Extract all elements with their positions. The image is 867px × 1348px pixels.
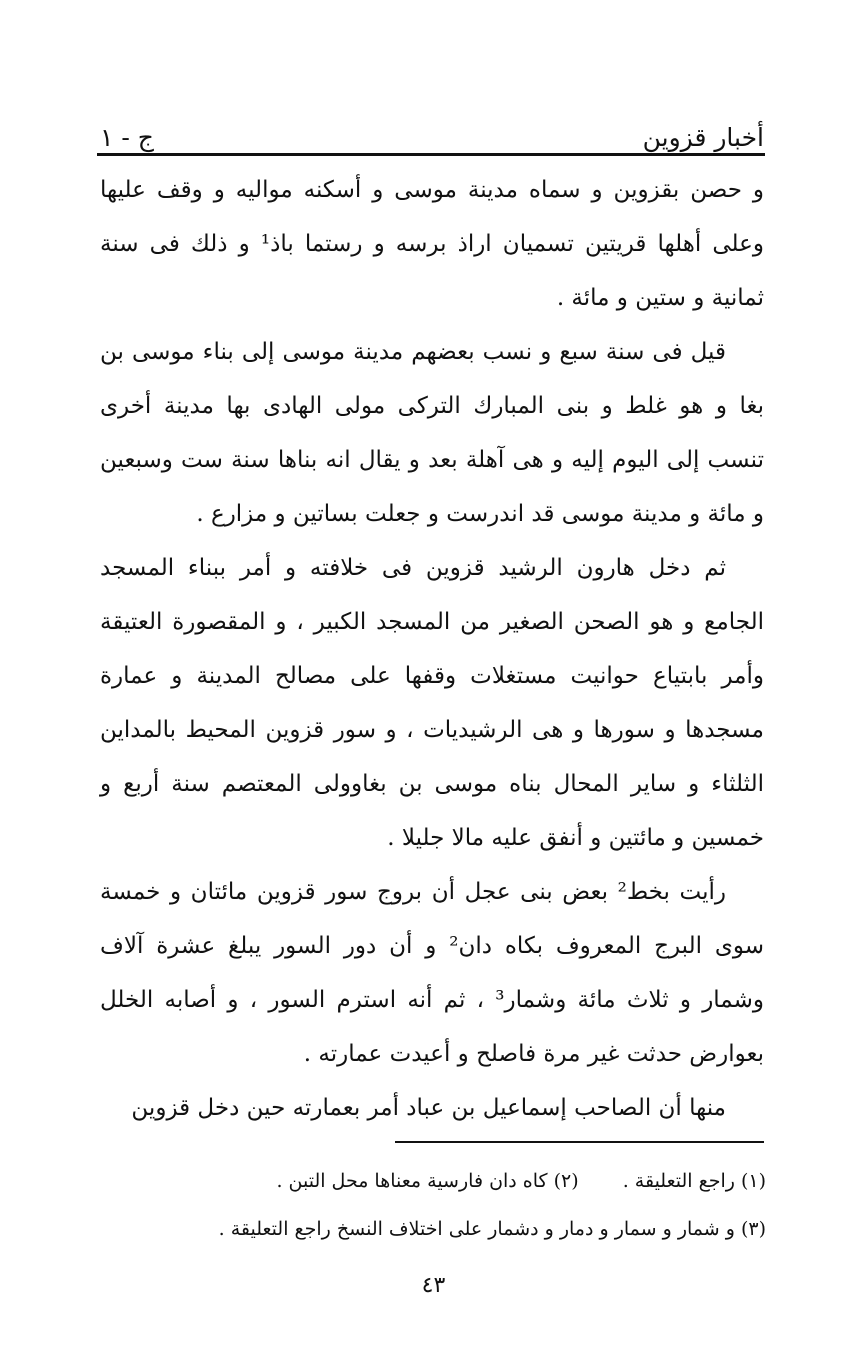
volume-label: ج - ١ [100, 123, 154, 152]
footnote-3: (٣) و شمار و سمار و دمار و دشمار على اختلاف النسخ راجع التعليقة . [218, 1218, 766, 1240]
footnotes [160, 1157, 766, 1253]
book-title: أخبار قزوين [642, 123, 764, 152]
paragraph: رأيت بخط² بعض بنى عجل أن بروج سور قزوين مائتان و خمسة سوى البرج المعروف بكاه دان² و أن دور السور يبلغ عشرة آلاف وشمار و ثلاث مائة وشمار³ ، ثم أنه استرم السور ، و أصابه الخلل بعوارض حدثت غير مرة فاصلح و أعيدت عمارته . [100, 879, 764, 1067]
footnote-1: (١) راجع التعليقة . [622, 1170, 766, 1192]
paragraph: قيل فى سنة سبع و نسب بعضهم مدينة موسى إلى بناء موسى بن بغا و هو غلط و بنى المبارك التركى مولى الهادى بها مدينة أخرى تنسب إلى اليوم إليه و هى آهلة بعد و يقال انه بناها سنة ست وسبعين و مائة و مدينة موسى قد اندرست و جعلت بساتين و مزارع . [100, 339, 764, 527]
footnote-2: (٢) كاه دان فارسية معناها محل التبن . [276, 1170, 579, 1192]
page-number: ٤٣ [421, 1273, 446, 1298]
footnote-rule [395, 1141, 764, 1143]
header-rule [97, 153, 765, 156]
running-head [100, 112, 764, 152]
paragraph: و حصن بقزوين و سماه مدينة موسى و أسكنه مواليه و وقف عليها وعلى أهلها قريتين تسميان اراذ برسه و رستما باذ¹ و ذلك فى سنة ثمانية و ستين و مائة . [100, 177, 764, 311]
paragraph: ثم دخل هارون الرشيد قزوين فى خلافته و أمر ببناء المسجد الجامع و هو الصحن الصغير من المسجد الكبير ، و المقصورة العتيقة وأمر بابتياع حوانيت مستغلات وقفها على مصالح المدينة و عمارة مسجدها و سورها و هى الرشيديات ، و سور قزوين المحيط بالمداين الثلثاء و ساير المحال بناه موسى بن بغاوولى المعتصم سنة أربع و خمسين و مائتين و أنفق عليه مالا جليلا . [100, 555, 764, 851]
paragraph: منها أن الصاحب إسماعيل بن عباد أمر بعمارته حين دخل قزوين [131, 1095, 726, 1121]
footnote-line [160, 1205, 766, 1253]
body-text [100, 163, 764, 1135]
footnote-line [160, 1157, 766, 1205]
